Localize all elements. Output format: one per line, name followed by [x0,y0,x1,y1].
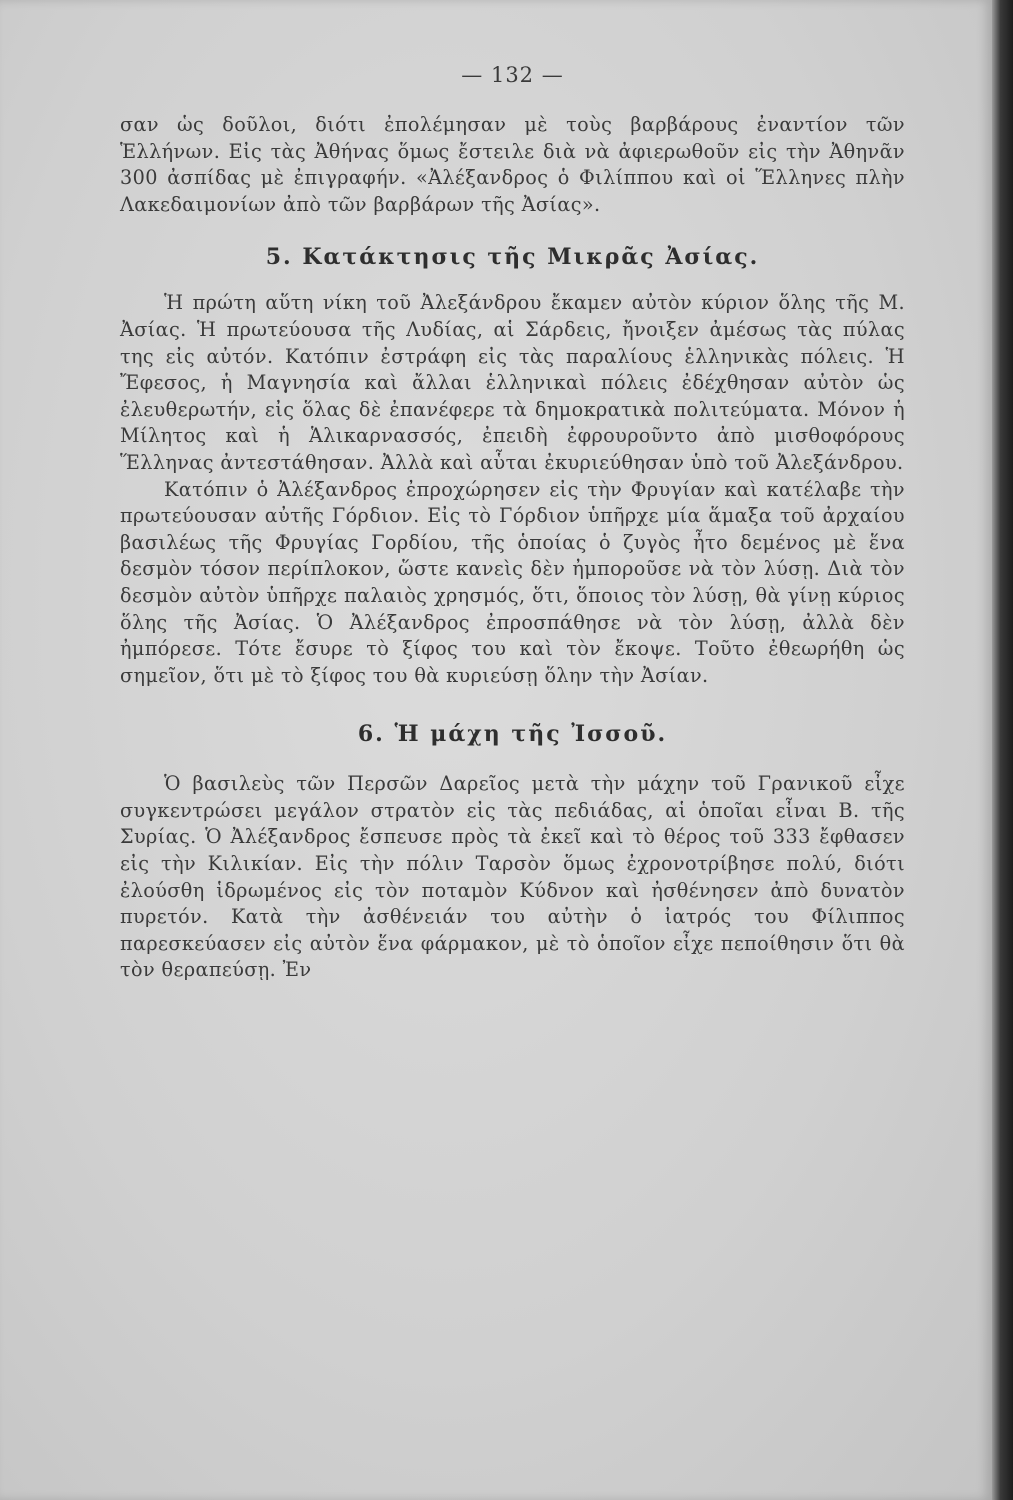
page-number: — 132 — [461,63,564,87]
continued-paragraph: σαν ὡς δοῦλοι, διότι ἐπολέμησαν μὲ τοὺς βαρβάρους ἐναντίον τῶν Ἑλλήνων. Εἰς τὰς Ἀθήνας ὅμως ἔστειλε διὰ νὰ ἀφιερωθοῦν εἰς τὴν Ἀθηνᾶν 300 ἀσπίδας μὲ ἐπιγραφήν. «Ἀλέξανδρος ὁ Φιλίππου καὶ οἱ Ἕλληνες πλὴν Λακεδαιμονίων ἀπὸ τῶν βαρβάρων τῆς Ἀσίας». [120,113,905,216]
section-heading-battle-issus: 6. Ἡ μάχη τῆς Ἰσσοῦ. [357,721,668,748]
body-paragraph: Ὁ βασιλεὺς τῶν Περσῶν Δαρεῖος μετὰ τὴν μάχην τοῦ Γρανικοῦ εἶχε συγκεντρώσει μεγάλον στρατὸν εἰς τὰς πεδιάδας, αἱ ὁποῖαι εἶναι Β. τῆς Συρίας. Ὁ Ἀλέξανδρος ἔσπευσε πρὸς τὰ ἐκεῖ καὶ τὸ θέρος τοῦ 333 ἔφθασεν εἰς τὴν Κιλικίαν. Εἰς τὴν πόλιν Ταρσὸν ὅμως ἐχρονοτρίβησε πολύ, διότι ἐλούσθη ἱδρωμένος εἰς τὸν ποταμὸν Κύδνον καὶ ἠσθένησεν ἀπὸ δυνατὸν πυρετόν. Κατὰ τὴν ἀσθένειάν του αὐτὴν ὁ ἰατρός του Φίλιππος παρεσκεύασεν εἰς αὐτὸν ἕνα φάρμακον, μὲ τὸ ὁποῖον εἶχε πεποίθησιν ὅτι θὰ τὸν θεραπεύσῃ. Ἐν [120,772,905,982]
body-paragraph: Κατόπιν ὁ Ἀλέξανδρος ἐπροχώρησεν εἰς τὴν Φρυγίαν καὶ κατέλαβε τὴν πρωτεύουσαν αὐτῆς Γόρδιον. Εἰς τὸ Γόρδιον ὑπῆρχε μία ἅμαξα τοῦ ἀρχαίου βασιλέως τῆς Φρυγίας Γορδίου, τῆς ὁποίας ὁ ζυγὸς ἦτο δεμένος μὲ ἕνα δεσμὸν τόσον περίπλοκον, ὥστε κανεὶς δὲν ἠμποροῦσε νὰ τὸν λύσῃ. Διὰ τὸν δεσμὸν αὐτὸν ὑπῆρχε παλαιὸς χρησμός, ὅτι, ὅποιος τὸν λύσῃ, θὰ γίνῃ κύριος ὅλης τῆς Ἀσίας. Ὁ Ἀλέξανδρος ἐπροσπάθησε νὰ τὸν λύσῃ, ἀλλὰ δὲν ἠμπόρεσε. Τότε ἔσυρε τὸ ξίφος του καὶ τὸν ἔκοψε. Τοῦτο ἐθεωρήθη ὡς σημεῖον, ὅτι μὲ τὸ ξίφος του θὰ κυριεύσῃ ὅλην τὴν Ἀσίαν. [120,477,905,687]
page-content [120,60,905,984]
binding-shadow [992,0,1013,1500]
body-paragraph: Ἡ πρώτη αὕτη νίκη τοῦ Ἀλεξάνδρου ἔκαμεν αὐτὸν κύριον ὅλης τῆς Μ. Ἀσίας. Ἡ πρωτεύουσα τῆς Λυδίας, αἱ Σάρδεις, ἤνοιξεν ἀμέσως τὰς πύλας της εἰς αὐτόν. Κατόπιν ἐστράφη εἰς τὰς παραλίους ἑλληνικὰς πόλεις. Ἡ Ἔφεσος, ἡ Μαγνησία καὶ ἄλλαι ἑλληνικαὶ πόλεις ἐδέχθησαν αὐτὸν ὡς ἐλευθερωτήν, εἰς ὅλας δὲ ἐπανέφερε τὰ δημοκρατικὰ πολιτεύματα. Μόνον ἡ Μίλητος καὶ ἡ Ἁλικαρνασσός, ἐπειδὴ ἐφρουροῦντο ἀπὸ μισθοφόρους Ἕλληνας ἀντεστάθησαν. Ἀλλὰ καὶ αὗται ἐκυριεύθησαν ὑπὸ τοῦ Ἀλεξάνδρου. [120,291,905,474]
section-heading-conquest-asia-minor: 5. Κατάκτησις τῆς Μικρᾶς Ἀσίας. [265,244,760,271]
